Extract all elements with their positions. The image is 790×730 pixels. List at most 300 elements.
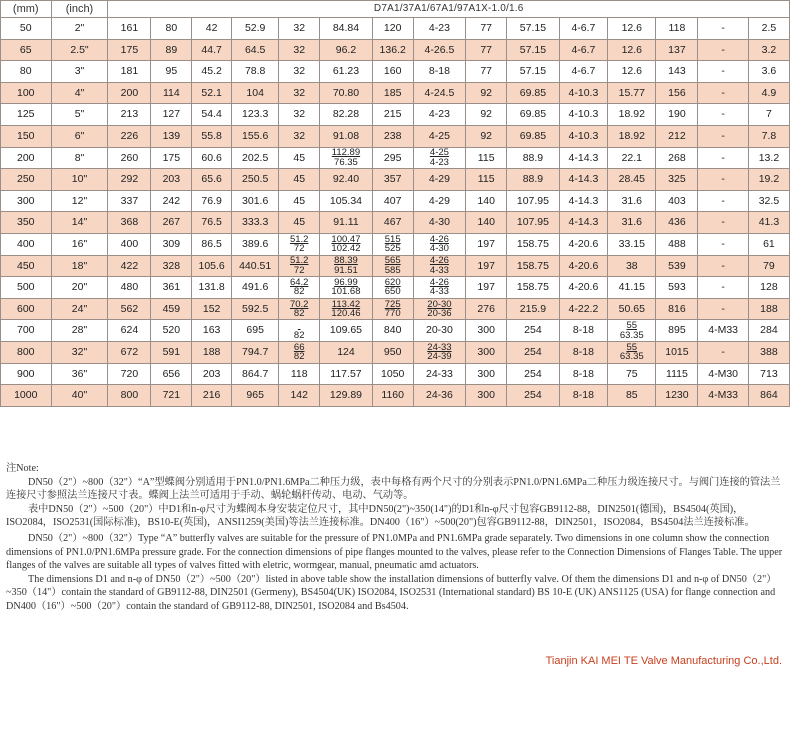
table-cell: 6" [51, 125, 108, 147]
table-row [1, 320, 790, 342]
table-cell: 140 [466, 190, 507, 212]
table-cell [413, 277, 466, 299]
table-cell: 350 [1, 212, 52, 234]
table-row [1, 363, 790, 385]
value-pn10: 4-26 [429, 276, 449, 288]
table-cell: 18" [51, 255, 108, 277]
table-cell: 140 [466, 212, 507, 234]
table-cell: 4-10.3 [559, 104, 607, 126]
table-cell: 202.5 [232, 147, 279, 169]
table-cell: 161 [108, 18, 151, 40]
table-cell: 440.51 [232, 255, 279, 277]
table-cell: 284 [748, 320, 789, 342]
table-cell [413, 298, 466, 320]
table-cell: 40" [51, 385, 108, 407]
value-pn10: 24-33 [427, 341, 452, 353]
table-cell: 713 [748, 363, 789, 385]
table-cell [279, 277, 320, 299]
table-cell: 142 [279, 385, 320, 407]
table-cell: 24-33 [413, 363, 466, 385]
table-cell: 3.6 [748, 61, 789, 83]
table-cell: 895 [656, 320, 698, 342]
table-cell: 4-22.2 [559, 298, 607, 320]
table-cell: 276 [466, 298, 507, 320]
table-cell: 203 [151, 169, 192, 191]
table-cell: 41.15 [608, 277, 656, 299]
table-cell: 197 [466, 233, 507, 255]
table-cell: 8" [51, 147, 108, 169]
value-pn16: 72 [293, 243, 305, 255]
table-cell: 300 [466, 341, 507, 363]
table-cell: 115 [466, 169, 507, 191]
value-pn16: 82 [293, 329, 305, 341]
table-cell: 100 [1, 82, 52, 104]
table-cell: 4-6.7 [559, 18, 607, 40]
table-row [1, 212, 790, 234]
table-cell [320, 277, 373, 299]
dual-value [294, 321, 305, 340]
table-cell: 600 [1, 298, 52, 320]
table-cell: 1015 [656, 341, 698, 363]
table-cell: 52.9 [232, 18, 279, 40]
value-pn16: 4-30 [429, 243, 449, 255]
table-cell: 45 [279, 169, 320, 191]
table-cell: 78.8 [232, 61, 279, 83]
dual-value [331, 300, 360, 319]
table-cell: 152 [192, 298, 232, 320]
table-cell: 188 [748, 298, 789, 320]
table-cell: 267 [151, 212, 192, 234]
table-cell: 105.6 [192, 255, 232, 277]
table-cell [372, 277, 413, 299]
table-cell [413, 255, 466, 277]
table-cell: 10" [51, 169, 108, 191]
table-cell: 840 [372, 320, 413, 342]
table-cell: 91.08 [320, 125, 373, 147]
value-pn10: 620 [384, 276, 401, 288]
table-cell: 32 [279, 61, 320, 83]
table-cell: - [698, 255, 749, 277]
table-cell: 250 [1, 169, 52, 191]
table-row [1, 169, 790, 191]
table-cell: 422 [108, 255, 151, 277]
table-cell: 4-M33 [698, 320, 749, 342]
table-cell: 54.4 [192, 104, 232, 126]
table-cell: 325 [656, 169, 698, 191]
table-cell: 7.8 [748, 125, 789, 147]
value-pn16: 770 [384, 308, 401, 320]
table-cell: 55.8 [192, 125, 232, 147]
table-cell: 69.85 [507, 125, 560, 147]
table-cell: 215 [372, 104, 413, 126]
value-pn10: 4-26 [429, 233, 449, 245]
table-cell: 250.5 [232, 169, 279, 191]
table-cell: 4-24.5 [413, 82, 466, 104]
table-cell: - [698, 18, 749, 40]
table-cell: 20-30 [413, 320, 466, 342]
table-cell: 41.3 [748, 212, 789, 234]
table-cell: 32 [279, 18, 320, 40]
table-cell [413, 147, 466, 169]
table-cell: 368 [108, 212, 151, 234]
header-inch: (inch) [51, 1, 108, 18]
table-cell: 89 [151, 39, 192, 61]
table-cell: 254 [507, 363, 560, 385]
table-cell: 50 [1, 18, 52, 40]
table-cell: 77 [466, 18, 507, 40]
table-cell: 3" [51, 61, 108, 83]
table-cell: 65.6 [192, 169, 232, 191]
table-cell: 150 [1, 125, 52, 147]
header-series: D7A1/37A1/67A1/97A1X-1.0/1.6 [108, 1, 790, 18]
table-cell: 76.9 [192, 190, 232, 212]
table-cell: 77 [466, 39, 507, 61]
table-cell: 31.6 [608, 190, 656, 212]
table-row [1, 125, 790, 147]
table-cell [320, 147, 373, 169]
header-row [1, 1, 790, 18]
table-cell: 1115 [656, 363, 698, 385]
table-cell: 32 [279, 39, 320, 61]
table-cell: - [698, 82, 749, 104]
table-cell [413, 233, 466, 255]
table-cell: 88.9 [507, 147, 560, 169]
table-row [1, 39, 790, 61]
table-cell: 92 [466, 82, 507, 104]
table-cell: 4-14.3 [559, 212, 607, 234]
table-cell: 450 [1, 255, 52, 277]
table-cell: 28.45 [608, 169, 656, 191]
table-row [1, 104, 790, 126]
table-row [1, 190, 790, 212]
table-cell: - [698, 341, 749, 363]
table-cell: 22.1 [608, 147, 656, 169]
table-cell: 124 [320, 341, 373, 363]
table-cell: 64.5 [232, 39, 279, 61]
table-cell: 175 [151, 147, 192, 169]
table-cell: 721 [151, 385, 192, 407]
table-cell: 181 [108, 61, 151, 83]
note-label: 注Note: [6, 463, 39, 474]
table-cell: 115 [466, 147, 507, 169]
note-en-para-2: The dimensions D1 and n-φ of DN50（2"）~500（20"）listed in above table show the installation dimensions of butterfly valve. Of them the dimensions D1 and n-φ of DN50（2"）~350（14"）contain the standard of GB9112-88, DIN2501 (Germeny), BS4504(UK) ISO2084, ISO2531 (International standard) BS 10-E (UK) ANS1125 (USA) for flange connection and DN400（16"）~500（20"）contain the standard of GB9112-88, DIN2501, ISO2084 and Bs4504. [6, 573, 777, 612]
table-cell: 4-29 [413, 169, 466, 191]
table-cell: 2" [51, 18, 108, 40]
table-cell: 965 [232, 385, 279, 407]
table-cell: 436 [656, 212, 698, 234]
table-cell: 24-36 [413, 385, 466, 407]
value-pn10: 70.2 [289, 298, 309, 310]
table-cell: 127 [151, 104, 192, 126]
table-cell: 24" [51, 298, 108, 320]
table-cell: 52.1 [192, 82, 232, 104]
dual-value [620, 321, 644, 340]
table-cell: 60.6 [192, 147, 232, 169]
table-cell: 864 [748, 385, 789, 407]
table-cell: 20" [51, 277, 108, 299]
table-cell: 86.5 [192, 233, 232, 255]
table-cell: 32 [279, 82, 320, 104]
table-cell: 117.57 [320, 363, 373, 385]
table-cell: 155.6 [232, 125, 279, 147]
table-cell: 61.23 [320, 61, 373, 83]
value-pn16: 525 [384, 243, 401, 255]
table-cell: 215.9 [507, 298, 560, 320]
table-cell: 88.9 [507, 169, 560, 191]
table-cell: 28" [51, 320, 108, 342]
table-cell: 864.7 [232, 363, 279, 385]
table-cell: 19.2 [748, 169, 789, 191]
table-cell: 12.6 [608, 61, 656, 83]
table-cell: 309 [151, 233, 192, 255]
table-cell: 4-M33 [698, 385, 749, 407]
table-cell: 268 [656, 147, 698, 169]
note-en-para-1: DN50（2"）~800（32"）Type “A” butterfly valves are suitable for the pressure of PN1.0MPa and PN1.6MPa grade separately. Two dimensions in one column show the connection dimensions of PN1.0/PN1.6MPa pressure grade. For the connection dimensions of pipe flanges mounted to the valves, please refer to the Connection Dimensions of Flanges Table. The upper flanges of the valves are suitable all types of valves fitted with eletric, wormgear, manual, pneumatic amd actuators. [6, 532, 783, 572]
table-cell: 107.95 [507, 190, 560, 212]
dual-value [290, 300, 309, 319]
table-cell: 300 [466, 363, 507, 385]
table-cell: 92.40 [320, 169, 373, 191]
table-row [1, 82, 790, 104]
table-cell: - [698, 277, 749, 299]
table-cell: 400 [108, 233, 151, 255]
table-cell: 300 [1, 190, 52, 212]
table-cell: 8-18 [559, 320, 607, 342]
table-row [1, 341, 790, 363]
table-cell: 900 [1, 363, 52, 385]
table-cell: 158.75 [507, 233, 560, 255]
company-name: Tianjin KAI MEI TE Valve Manufacturing Co.,Ltd. [545, 655, 782, 667]
table-cell: - [698, 298, 749, 320]
table-cell: 295 [372, 147, 413, 169]
table-cell: 1230 [656, 385, 698, 407]
dual-value [331, 235, 360, 254]
table-cell: 158.75 [507, 277, 560, 299]
table-cell: 45 [279, 212, 320, 234]
table-cell: - [698, 212, 749, 234]
table-cell: 200 [108, 82, 151, 104]
value-pn10: 100.47 [331, 233, 361, 245]
table-cell: 4-14.3 [559, 169, 607, 191]
dual-value [385, 278, 401, 297]
table-cell: 105.34 [320, 190, 373, 212]
value-pn10: 51.2 [289, 233, 309, 245]
value-pn16: 72 [293, 264, 305, 276]
table-cell: 254 [507, 341, 560, 363]
table-cell: 794.7 [232, 341, 279, 363]
table-cell: 213 [108, 104, 151, 126]
table-cell: 4-20.6 [559, 233, 607, 255]
table-cell: 75 [608, 363, 656, 385]
table-cell: 84.84 [320, 18, 373, 40]
table-cell: 8-18 [559, 341, 607, 363]
table-cell: 76.5 [192, 212, 232, 234]
table-cell: 50.65 [608, 298, 656, 320]
dual-value [290, 256, 309, 275]
value-pn10: 51.2 [289, 255, 309, 267]
table-cell: 107.95 [507, 212, 560, 234]
table-cell: 238 [372, 125, 413, 147]
table-cell [372, 233, 413, 255]
table-cell: 45.2 [192, 61, 232, 83]
table-cell: 4-20.6 [559, 277, 607, 299]
table-row [1, 233, 790, 255]
table-cell: 4-26.5 [413, 39, 466, 61]
table-cell: 14" [51, 212, 108, 234]
table-cell: 800 [108, 385, 151, 407]
table-cell: 45 [279, 147, 320, 169]
table-cell: 123.3 [232, 104, 279, 126]
table-cell: 139 [151, 125, 192, 147]
value-pn16: 91.51 [334, 264, 358, 276]
dual-value [427, 343, 451, 362]
table-cell: 143 [656, 61, 698, 83]
value-pn10: 64.2 [289, 276, 309, 288]
value-pn16: 120.46 [331, 308, 361, 320]
value-pn10: 565 [384, 255, 401, 267]
table-cell: 8-18 [413, 61, 466, 83]
table-cell: 80 [151, 18, 192, 40]
table-cell: 36" [51, 363, 108, 385]
table-cell: 4-23 [413, 18, 466, 40]
table-cell: 300 [466, 385, 507, 407]
dual-value [331, 278, 360, 297]
value-pn10: 88.39 [334, 255, 358, 267]
table-cell: 388 [748, 341, 789, 363]
table-cell [279, 298, 320, 320]
table-cell: 69.85 [507, 82, 560, 104]
table-cell: 480 [108, 277, 151, 299]
table-cell [372, 298, 413, 320]
value-pn10: 4-25 [429, 147, 449, 159]
table-cell: 2.5" [51, 39, 108, 61]
value-pn16: 82 [293, 351, 305, 363]
table-cell: 491.6 [232, 277, 279, 299]
table-cell: 190 [656, 104, 698, 126]
table-cell: 197 [466, 277, 507, 299]
table-cell: 77 [466, 61, 507, 83]
table-cell: 2.5 [748, 18, 789, 40]
table-cell: 656 [151, 363, 192, 385]
table-cell: 254 [507, 320, 560, 342]
table-cell: - [698, 190, 749, 212]
note-cn-para-1: DN50（2"）~800（32"）“A”型蝶阀分别适用于PN1.0/PN1.6MPa二种压力级，表中每格有两个尺寸的分别表示PN1.0/PN1.6MPa二种压力级连接尺寸。与阀门连接的管法兰连接尺寸参照法兰连接尺寸表。蝶阀上法兰可适用于手动、蜗轮蜗杆传动、电动、气动等。 [6, 476, 781, 502]
table-cell: 200 [1, 147, 52, 169]
table-cell: 129.89 [320, 385, 373, 407]
value-pn16: 24-39 [427, 351, 452, 363]
table-cell: 292 [108, 169, 151, 191]
value-pn16: 20-36 [427, 308, 452, 320]
table-cell: 950 [372, 341, 413, 363]
dual-value [430, 278, 449, 297]
table-cell: 18.92 [608, 104, 656, 126]
table-cell: 624 [108, 320, 151, 342]
table-cell: 4-29 [413, 190, 466, 212]
table-cell: 4-20.6 [559, 255, 607, 277]
table-cell: 4-23 [413, 104, 466, 126]
table-cell: 242 [151, 190, 192, 212]
dual-value [332, 148, 360, 167]
table-cell: 65 [1, 39, 52, 61]
table-cell: 12" [51, 190, 108, 212]
table-cell [372, 255, 413, 277]
table-cell: 333.3 [232, 212, 279, 234]
table-cell [608, 320, 656, 342]
table-cell: - [698, 125, 749, 147]
table-cell: 4" [51, 82, 108, 104]
table-cell: 800 [1, 341, 52, 363]
table-cell: 188 [192, 341, 232, 363]
table-cell: 118 [656, 18, 698, 40]
dual-value [427, 300, 451, 319]
table-cell: 212 [656, 125, 698, 147]
table-cell: 69.85 [507, 104, 560, 126]
table-cell: 80 [1, 61, 52, 83]
table-cell: 32" [51, 341, 108, 363]
table-cell: 125 [1, 104, 52, 126]
table-cell: 3.2 [748, 39, 789, 61]
value-pn16: 76.35 [334, 156, 358, 168]
table-cell: 300 [466, 320, 507, 342]
dual-value [385, 300, 401, 319]
table-cell: 488 [656, 233, 698, 255]
table-cell: 137 [656, 39, 698, 61]
table-cell: 361 [151, 277, 192, 299]
table-cell: 467 [372, 212, 413, 234]
table-cell: 118 [279, 363, 320, 385]
table-cell: 32 [279, 125, 320, 147]
table-cell: 61 [748, 233, 789, 255]
table-cell: 4-10.3 [559, 125, 607, 147]
table-cell: 593 [656, 277, 698, 299]
table-cell: 57.15 [507, 39, 560, 61]
value-pn16: 4-23 [429, 156, 449, 168]
table-cell: 357 [372, 169, 413, 191]
table-cell [320, 233, 373, 255]
table-cell: 816 [656, 298, 698, 320]
table-cell: 175 [108, 39, 151, 61]
table-cell: 4-25 [413, 125, 466, 147]
table-cell: 12.6 [608, 18, 656, 40]
table-cell: 44.7 [192, 39, 232, 61]
table-cell: 216 [192, 385, 232, 407]
table-cell: 539 [656, 255, 698, 277]
table-row [1, 385, 790, 407]
dual-value [294, 343, 305, 362]
value-pn10: 4-26 [429, 255, 449, 267]
dual-value [430, 148, 449, 167]
table-cell: 33.15 [608, 233, 656, 255]
table-cell: - [698, 39, 749, 61]
dual-value [430, 256, 449, 275]
table-cell: 57.15 [507, 18, 560, 40]
value-pn16: 63.35 [619, 329, 644, 341]
table-cell: 114 [151, 82, 192, 104]
table-cell [279, 320, 320, 342]
table-cell: 197 [466, 255, 507, 277]
table-cell: 4-10.3 [559, 82, 607, 104]
table-cell: 128 [748, 277, 789, 299]
value-pn10: 725 [384, 298, 401, 310]
table-cell: 57.15 [507, 61, 560, 83]
table-cell: 32 [279, 104, 320, 126]
table-cell: 520 [151, 320, 192, 342]
value-pn16: 63.35 [619, 351, 644, 363]
table-cell [279, 255, 320, 277]
table-cell: 18.92 [608, 125, 656, 147]
table-cell: 45 [279, 190, 320, 212]
table-cell: 42 [192, 18, 232, 40]
